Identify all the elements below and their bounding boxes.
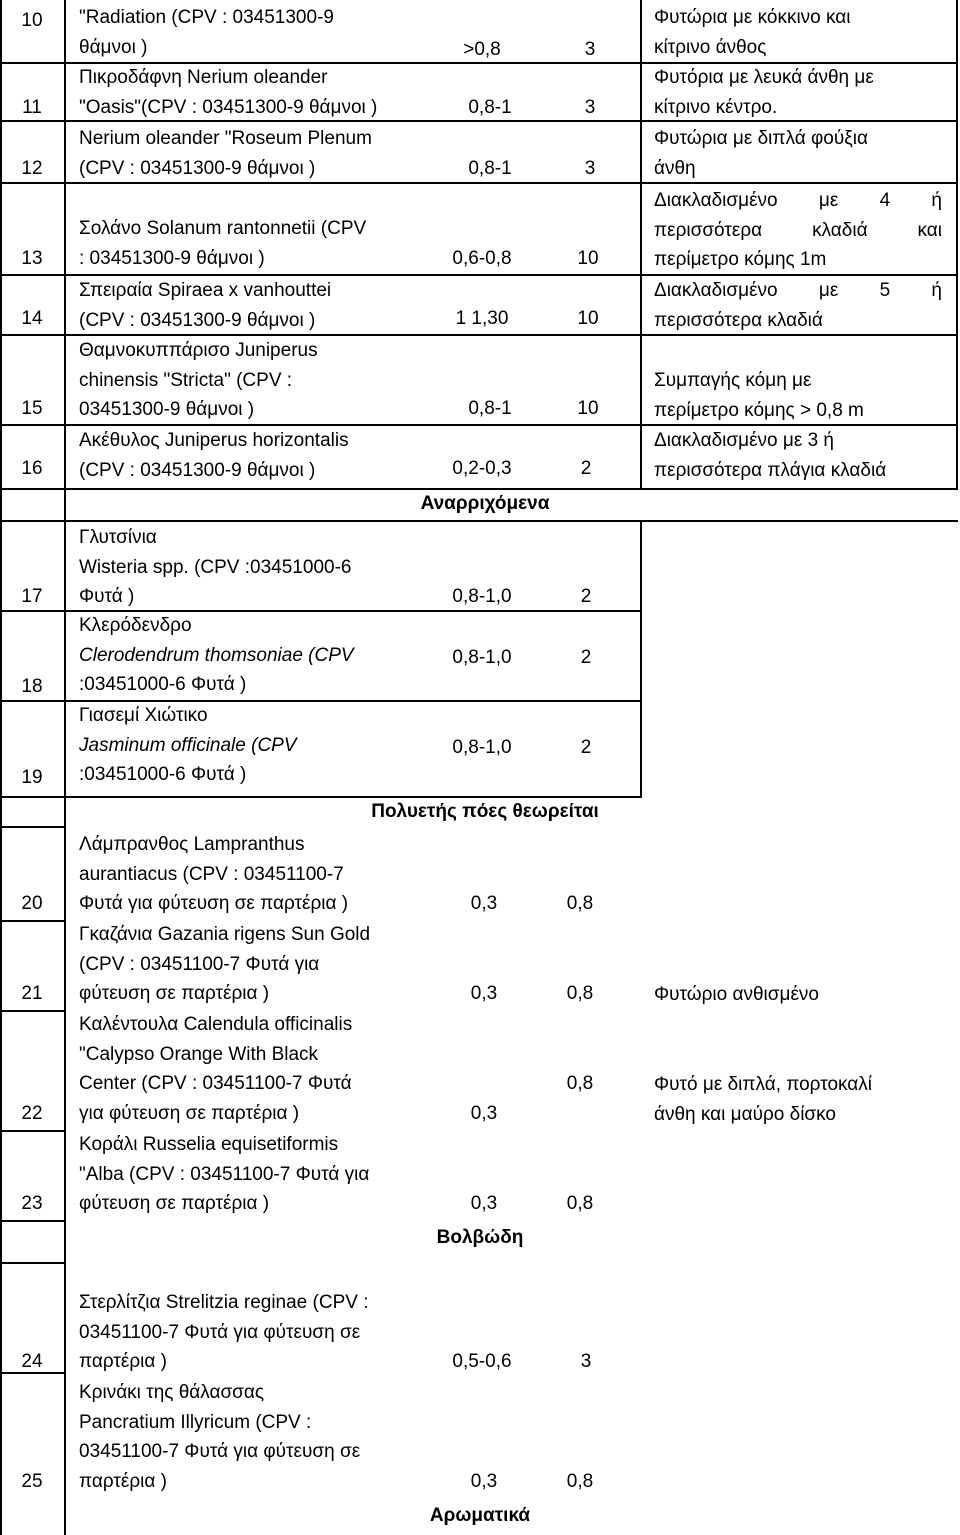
row-number: 12: [21, 158, 43, 179]
plant-name: "Radiation (CPV : 03451300-9 θάμνοι ): [79, 7, 334, 58]
row-divider: [0, 520, 958, 522]
height-value: 0,8-1,0: [452, 586, 512, 607]
height-value: 0,8-1: [468, 97, 512, 118]
row-divider: [0, 488, 958, 490]
column-divider-notes: [640, 520, 642, 798]
height-value: 0,8-1: [468, 398, 512, 419]
quantity-value: 10: [577, 308, 599, 329]
plant-note: Διακλαδισμένο με 3 ή περισσότερα πλάγια κλαδιά: [654, 430, 887, 481]
row-number: 23: [21, 1193, 43, 1214]
plant-note: Διακλαδισμένο με 5 ή περισσότερα κλαδιά: [654, 280, 942, 331]
plant-note: Φυτώρια με κόκκινο και κίτρινο άνθος: [654, 7, 851, 58]
quantity-value: 3: [584, 97, 596, 118]
plant-name: Σπειραία Spiraea x vanhouttei (CPV : 03451300-9 θάμνοι ): [79, 280, 332, 331]
row-divider: [0, 1010, 66, 1012]
row-divider: [0, 826, 66, 828]
plant-name: Γκαζάνια Gazania rigens Sun Gold (CPV : 03451100-7 Φυτά για φύτευση σε παρτέρια ): [79, 924, 371, 1004]
quantity-value: 3: [584, 158, 596, 179]
row-divider: [0, 1262, 66, 1264]
row-number: 25: [21, 1471, 43, 1492]
plant-name: Στερλίτζια Strelitzia reginae (CPV : 03451100-7 Φυτά για φύτευση σε παρτέρια ): [79, 1292, 369, 1372]
quantity-value: 2: [580, 586, 592, 607]
plant-note: Φυτό με διπλά, πορτοκαλί άνθη και μαύρο δίσκο: [654, 1074, 872, 1125]
row-divider: [0, 1130, 66, 1132]
height-value: 0,2-0,3: [452, 458, 512, 479]
row-number: 22: [21, 1103, 43, 1124]
row-number: 11: [22, 97, 42, 118]
column-divider-number: [64, 0, 66, 1535]
row-number: 20: [21, 893, 43, 914]
quantity-value: 2: [580, 737, 592, 758]
row-number: 10: [21, 10, 43, 31]
quantity-value: 3: [584, 39, 596, 60]
quantity-value: 0,8: [566, 1193, 594, 1214]
plant-name: Nerium oleander "Roseum Plenum (CPV : 03451300-9 θάμνοι ): [79, 128, 372, 179]
height-value: 1 1,30: [455, 308, 509, 329]
row-divider: [0, 1220, 66, 1222]
height-value: 0,3: [470, 1471, 498, 1492]
row-number: 13: [21, 248, 43, 269]
plant-name: Γλυτσίνια Wisteria spp. (CPV :03451000-6 Φυτά ): [79, 527, 352, 607]
section-header-perennials: Πολυετής πόες θεωρείται: [371, 801, 599, 822]
plant-name: Κρινάκι της θάλασσας Pancratium Illyricum (CPV : 03451100-7 Φυτά για φύτευση σε παρτέρια ): [79, 1382, 361, 1492]
height-value: 0,3: [470, 893, 498, 914]
height-value: 0,5-0,6: [452, 1351, 512, 1372]
height-value: 0,3: [470, 1193, 498, 1214]
height-value: 0,3: [470, 1103, 498, 1124]
plant-name: Πικροδάφνη Nerium oleander "Oasis"(CPV : 03451300-9 θάμνοι ): [79, 67, 378, 118]
section-header-aromatic: Αρωματικά: [429, 1505, 531, 1526]
height-value: 0,3: [470, 983, 498, 1004]
plant-note: Φυτόρια με λευκά άνθη με κίτρινο κέντρο.: [654, 67, 874, 118]
plant-name: Σολάνο Solanum rantonnetii (CPV : 03451300-9 θάμνοι ): [79, 218, 367, 269]
row-number: 17: [21, 586, 43, 607]
plant-note: Φυτώριο ανθισμένο: [654, 984, 819, 1005]
plant-note: Διακλαδισμένο με 4 ή περισσότερα κλαδιά και περίμετρο κόμης 1m: [654, 190, 942, 270]
section-header-bulbs: Βολβώδη: [436, 1227, 524, 1248]
quantity-value: 10: [577, 398, 599, 419]
height-value: 0,8-1,0: [452, 647, 512, 668]
plant-name: Γιασεμί Χιώτικο Jasminum officinale (CPV :03451000-6 Φυτά ): [79, 705, 297, 785]
height-value: >0,8: [463, 39, 501, 60]
quantity-value: 10: [577, 248, 599, 269]
plant-name: Ακέθυλος Juniperus horizontalis (CPV : 03451300-9 θάμνοι ): [79, 430, 349, 481]
row-divider: [0, 796, 642, 798]
plant-name: Κοράλι Russelia equisetiformis "Alba (CPV : 03451100-7 Φυτά για φύτευση σε παρτέρια ): [79, 1134, 370, 1214]
quantity-value: 3: [580, 1351, 592, 1372]
column-divider-notes: [640, 0, 642, 490]
plant-name: Κλερόδενδρο Clerodendrum thomsoniae (CPV :03451000-6 Φυτά ): [79, 615, 354, 695]
table-border-right: [956, 0, 958, 490]
plant-name: Θαμνοκυππάρισο Juniperus chinensis "Stricta" (CPV : 03451300-9 θάμνοι ): [79, 340, 318, 420]
height-value: 0,8-1: [468, 158, 512, 179]
row-number: 24: [21, 1351, 43, 1372]
quantity-value: 0,8: [566, 1471, 594, 1492]
quantity-value: 2: [580, 647, 592, 668]
height-value: 0,8-1,0: [452, 737, 512, 758]
plant-note: Φυτώρια με διπλά φούξια άνθη: [654, 128, 868, 179]
plant-name: Καλέντουλα Calendula officinalis "Calypso Orange With Black Center (CPV : 03451100-7 Φυτά για φύτευση σε παρτέρια ): [79, 1014, 353, 1124]
row-number: 19: [21, 767, 43, 788]
plant-name: Λάμπρανθος Lampranthus aurantiacus (CPV : 03451100-7 Φυτά για φύτευση σε παρτέρια ): [79, 834, 349, 914]
quantity-value: 0,8: [566, 1073, 594, 1094]
plant-note: Συμπαγής κόμη με περίμετρο κόμης > 0,8 m: [654, 370, 864, 421]
quantity-value: 2: [580, 458, 592, 479]
row-number: 14: [21, 308, 43, 329]
height-value: 0,6-0,8: [452, 248, 512, 269]
row-number: 21: [21, 983, 43, 1004]
quantity-value: 0,8: [566, 983, 594, 1004]
quantity-value: 0,8: [566, 893, 594, 914]
row-divider: [0, 920, 66, 922]
row-number: 16: [21, 458, 43, 479]
row-number: 15: [21, 398, 43, 419]
section-header-climbers: Αναρριχόμενα: [420, 493, 550, 514]
row-number: 18: [21, 676, 43, 697]
